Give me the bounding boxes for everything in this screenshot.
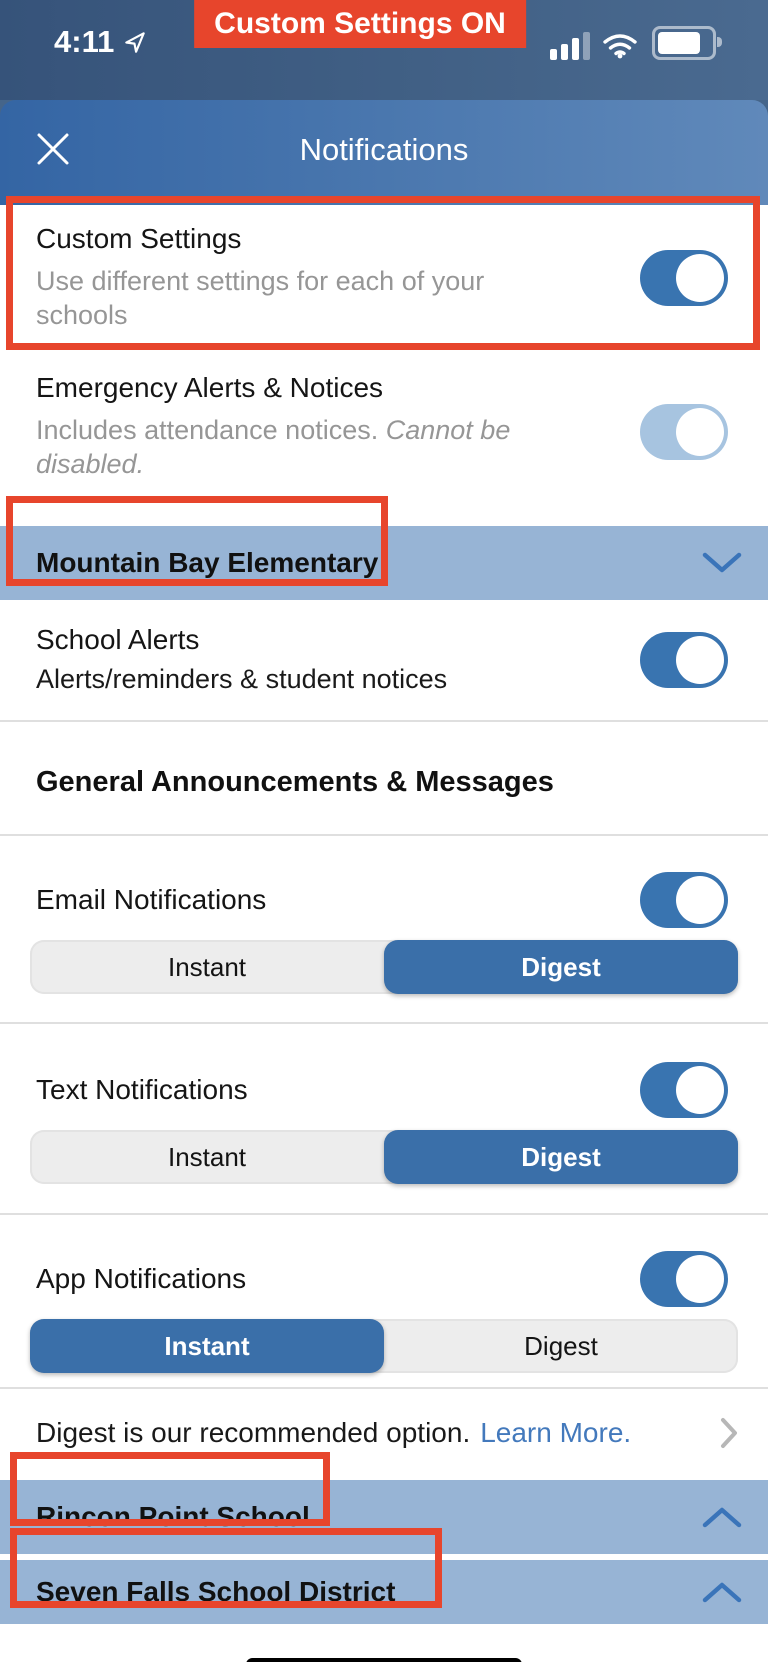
clock-text: 4:11 xyxy=(54,24,115,59)
text-notifications-row xyxy=(0,1024,768,1215)
battery-icon xyxy=(652,26,716,60)
custom-settings-row xyxy=(0,205,768,350)
school-alerts-subtitle: Alerts/reminders & student notices xyxy=(36,664,448,694)
email-delivery-segmented xyxy=(30,940,738,994)
status-time xyxy=(54,24,148,60)
app-notifications-row xyxy=(0,1215,768,1389)
app-notifications-title: App Notifications xyxy=(36,1263,247,1294)
emergency-alerts-title: Emergency Alerts & Notices xyxy=(36,372,384,403)
nav-header xyxy=(0,100,768,205)
emergency-alerts-text xyxy=(36,372,516,481)
location-arrow-icon xyxy=(122,29,148,55)
home-indicator[interactable] xyxy=(246,1658,522,1662)
chevron-up-icon xyxy=(702,1581,742,1603)
text-instant-option[interactable]: Instant xyxy=(167,1141,247,1172)
rincon-point-label: Rincon Point School xyxy=(36,1501,310,1532)
chevron-up-icon xyxy=(702,1506,742,1528)
recommend-text: Digest is our recommended option. xyxy=(36,1416,471,1448)
digest-recommend-row xyxy=(0,1389,768,1476)
text-notifications-toggle[interactable] xyxy=(640,1062,728,1118)
wifi-icon xyxy=(602,32,638,60)
emergency-alerts-subtitle: Includes attendance notices. Cannot be disabled. xyxy=(36,415,511,479)
general-section xyxy=(0,722,768,836)
emergency-alerts-toggle xyxy=(640,404,728,460)
chevron-down-icon xyxy=(702,552,742,574)
learn-more-link[interactable]: Learn More. xyxy=(480,1416,632,1448)
status-bar xyxy=(0,0,768,100)
app-notifications-toggle[interactable] xyxy=(640,1251,728,1307)
custom-settings-subtitle: Use different settings for each of your schools xyxy=(36,266,485,330)
seven-falls-label: Seven Falls School District xyxy=(36,1576,396,1607)
cellular-signal-icon xyxy=(550,32,590,60)
text-delivery-segmented xyxy=(30,1130,738,1184)
email-notifications-toggle[interactable] xyxy=(640,872,728,928)
email-notifications-title: Email Notifications xyxy=(36,884,267,915)
school-section-seven-falls[interactable] xyxy=(0,1560,768,1624)
school-alerts-row xyxy=(0,600,768,722)
school-alerts-title: School Alerts xyxy=(36,624,200,655)
status-icons xyxy=(550,30,716,60)
custom-settings-toggle[interactable] xyxy=(640,250,728,306)
custom-settings-title: Custom Settings xyxy=(36,223,242,254)
text-digest-option[interactable]: Digest xyxy=(384,1130,738,1184)
text-notifications-title: Text Notifications xyxy=(36,1074,248,1105)
mountain-bay-label: Mountain Bay Elementary xyxy=(36,547,379,578)
custom-settings-on-badge: Custom Settings ON xyxy=(194,0,526,48)
chevron-right-icon[interactable] xyxy=(720,1417,738,1449)
general-heading: General Announcements & Messages xyxy=(36,766,554,798)
school-section-rincon-point[interactable] xyxy=(0,1480,768,1554)
close-icon[interactable] xyxy=(34,130,72,168)
school-alerts-toggle[interactable] xyxy=(640,632,728,688)
app-delivery-segmented xyxy=(30,1319,738,1373)
email-digest-option[interactable]: Digest xyxy=(384,940,738,994)
cannot-be-disabled-note: Cannot be disabled. xyxy=(36,415,511,479)
app-instant-option[interactable]: Instant xyxy=(30,1319,384,1373)
app-digest-option[interactable]: Digest xyxy=(524,1330,598,1361)
school-alerts-text xyxy=(36,624,447,696)
bottom-area xyxy=(0,1658,768,1662)
school-section-mountain-bay[interactable] xyxy=(0,526,768,600)
page-title: Notifications xyxy=(299,131,469,167)
header-wrap xyxy=(0,100,768,205)
email-notifications-row xyxy=(0,836,768,1024)
emergency-alerts-row xyxy=(0,350,768,526)
email-instant-option[interactable]: Instant xyxy=(167,951,247,982)
custom-settings-text xyxy=(36,223,526,332)
